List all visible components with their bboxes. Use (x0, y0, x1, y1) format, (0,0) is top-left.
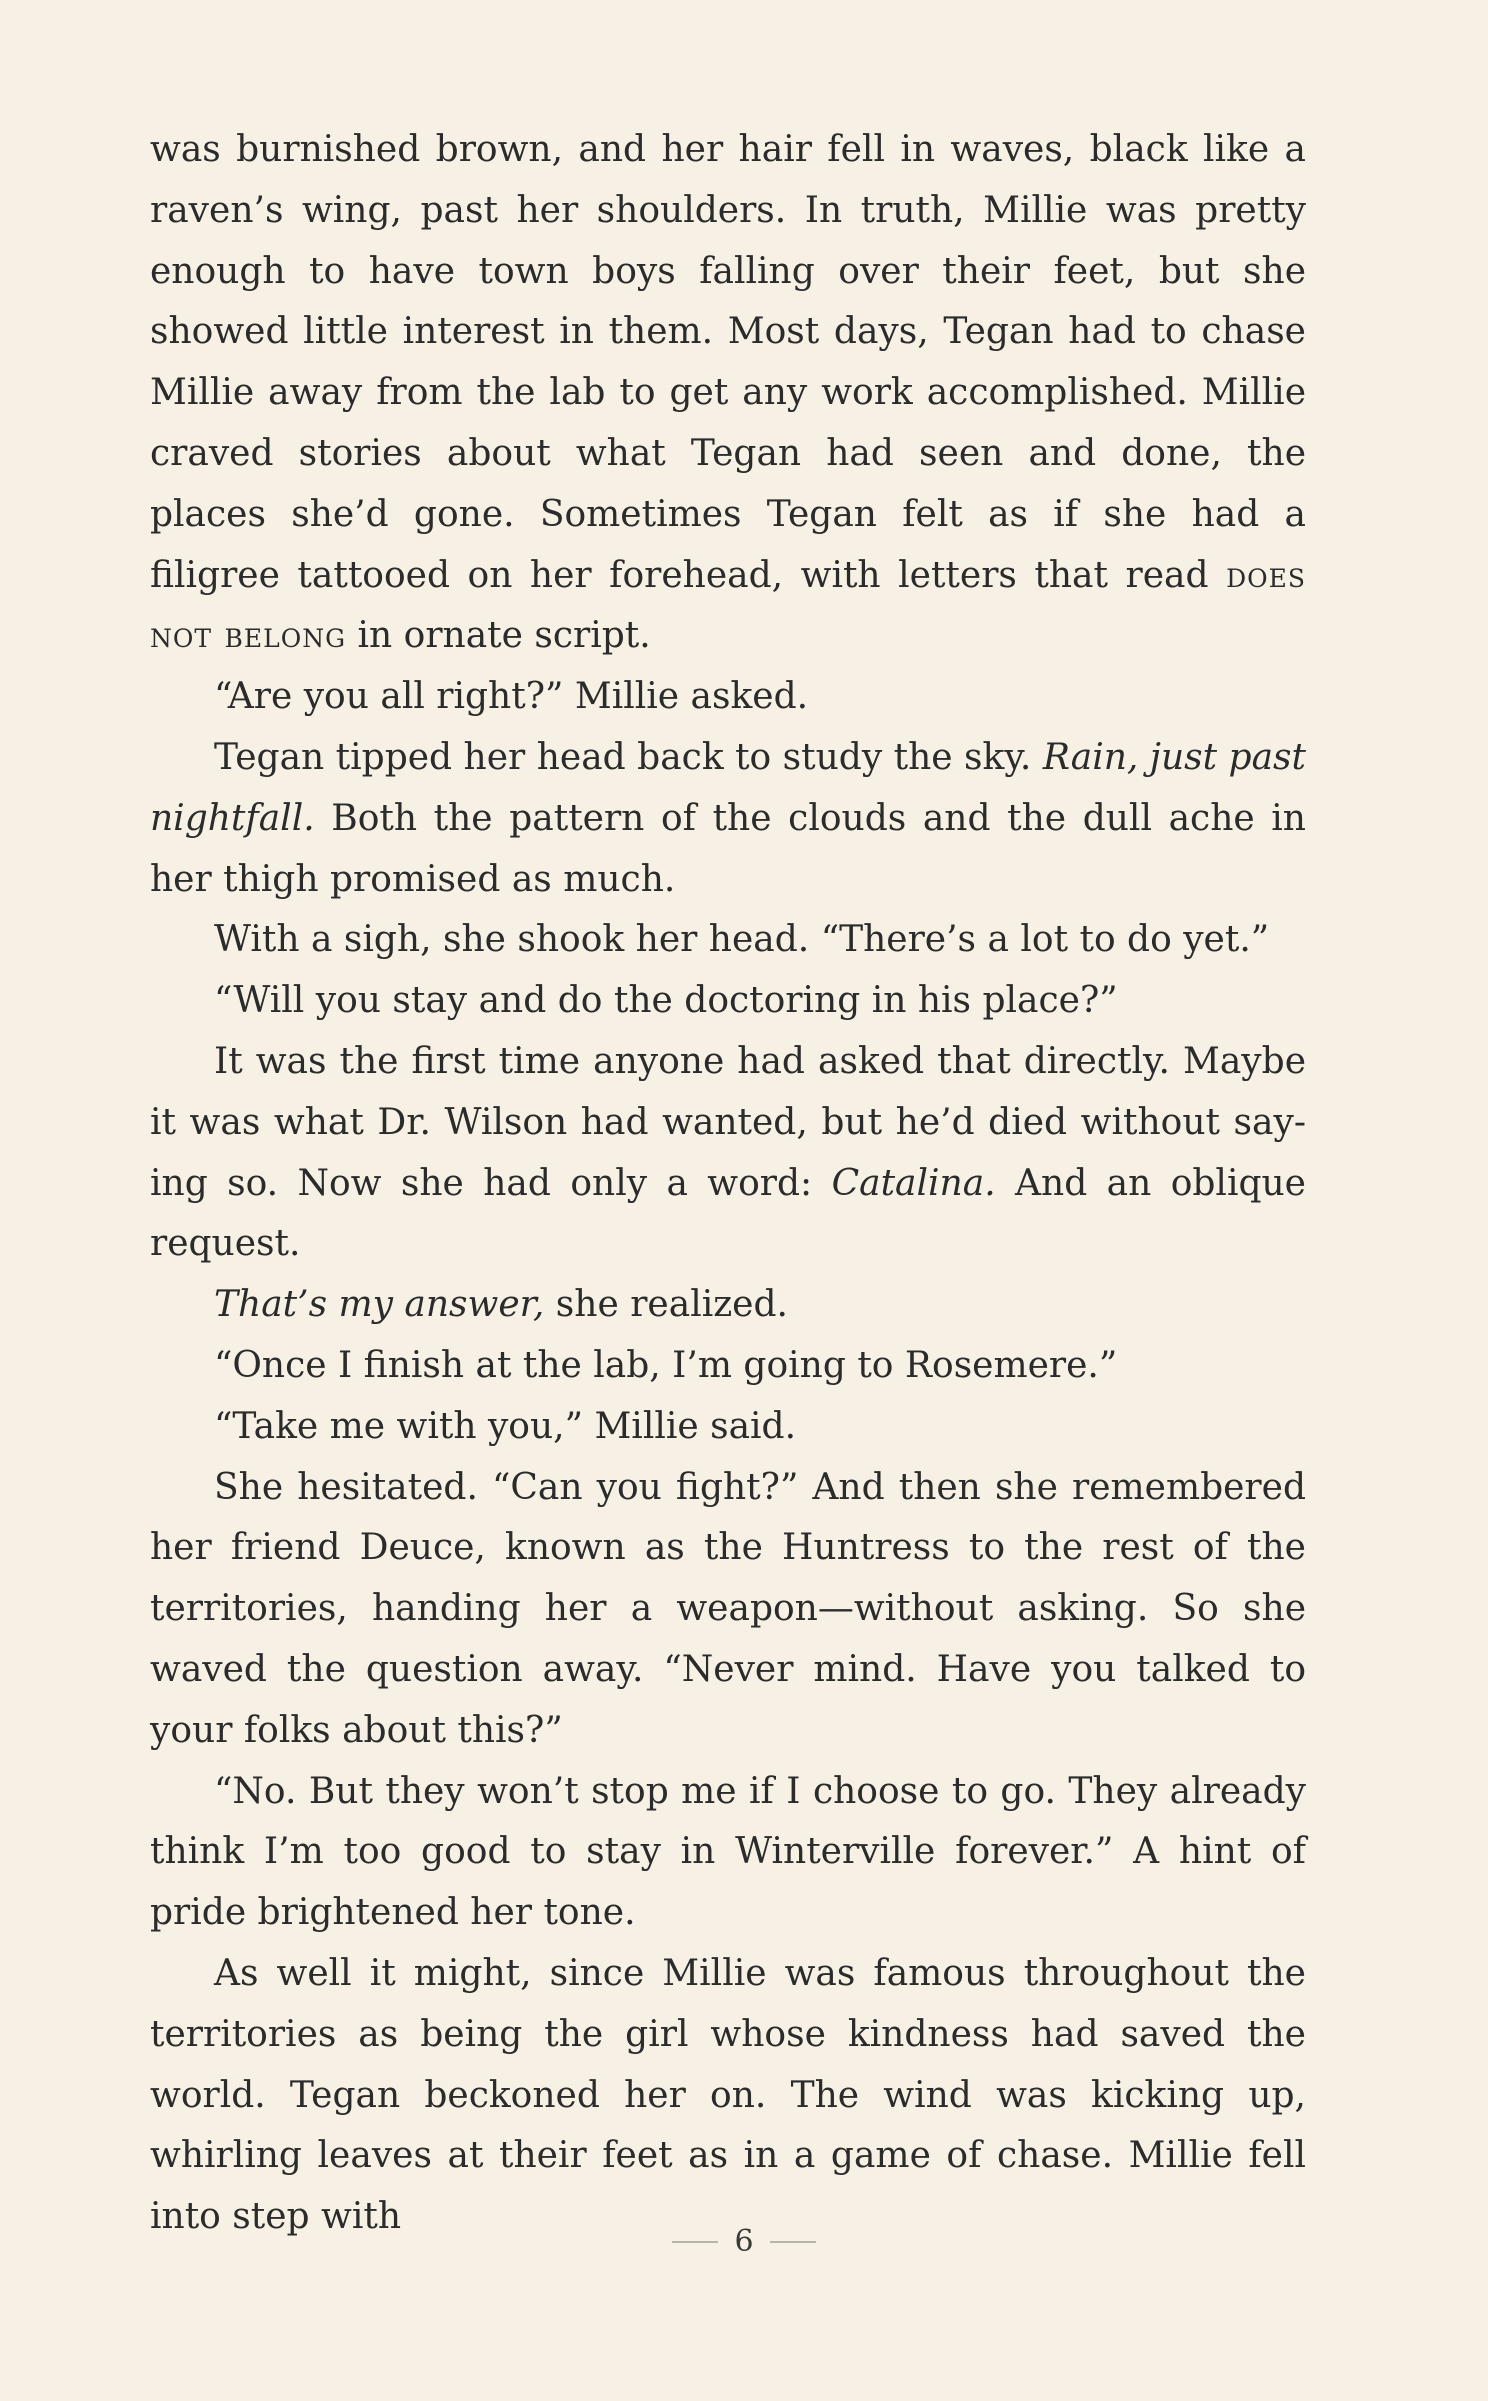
italic-phrase: That’s my answer, (214, 1284, 545, 1326)
paragraph-10: She hesitated. “Can you fight?” And then she remembered her friend Deuce, known as the Huntress to the rest of the territories, handing her a weapon—without asking. So she waved the question away. “Never mind. Have you talked to your folks about this?” (150, 1466, 1306, 1751)
paragraph-6: It was the first time anyone had asked that directly. Maybe it was what Dr. Wilson had wanted, but he’d died without saying so. Now she had only a word: Catalina. And an oblique request. (150, 1040, 1306, 1265)
italic-phrase: Rain, just past nightfall. (150, 736, 1306, 839)
page-number-footer (0, 2224, 1488, 2259)
paragraph-3: Tegan tipped her head back to study the sky. Rain, just past nightfall. Both the pattern of the clouds and the dull ache in her thigh promised as much. (150, 736, 1306, 900)
paragraph-4: With a sigh, she shook her head. “There’s a lot to do yet.” (214, 919, 1270, 961)
paragraph-5: “Will you stay and do the doctoring in his place?” (214, 980, 1118, 1022)
paragraph-2: “Are you all right?” Millie asked. (214, 676, 809, 718)
small-caps-phrase: does not belong (150, 554, 1306, 657)
paragraph-1: was burnished brown, and her hair fell in waves, black like a raven’s wing, past her shoulders. In truth, Millie was pretty enough to have town boys falling over their feet, but she showed little interest in them. Most days, Tegan had to chase Millie away from the lab to get any work accomplished. Millie craved stories about what Tegan had seen and done, the places she’d gone. Sometimes Tegan felt as if she had a filigree tattooed on her forehead, with letters that read does not belong in ornate script. (150, 129, 1306, 657)
paragraph-9: “Take me with you,” Millie said. (214, 1405, 797, 1447)
paragraph-11: “No. But they won’t stop me if I choose to go. They already think I’m too good to stay in Winterville forever.” A hint of pride brightened her tone. (150, 1770, 1306, 1934)
folio-rule-left (672, 2241, 718, 2243)
body-text (150, 120, 1306, 2248)
folio-rule-right (770, 2241, 816, 2243)
paragraph-8: “Once I finish at the lab, I’m going to Rosemere.” (214, 1344, 1118, 1386)
page-number: 6 (734, 2224, 754, 2259)
italic-phrase: Catalina. (831, 1162, 996, 1204)
paragraph-12: As well it might, since Millie was famous throughout the territories as being the girl whose kindness had saved the world. Tegan beckoned her on. The wind was kicking up, whirling leaves at their feet as in a game of chase. Millie fell into step with (150, 1952, 1306, 2238)
paragraph-7: That’s my answer, she realized. (214, 1284, 788, 1326)
